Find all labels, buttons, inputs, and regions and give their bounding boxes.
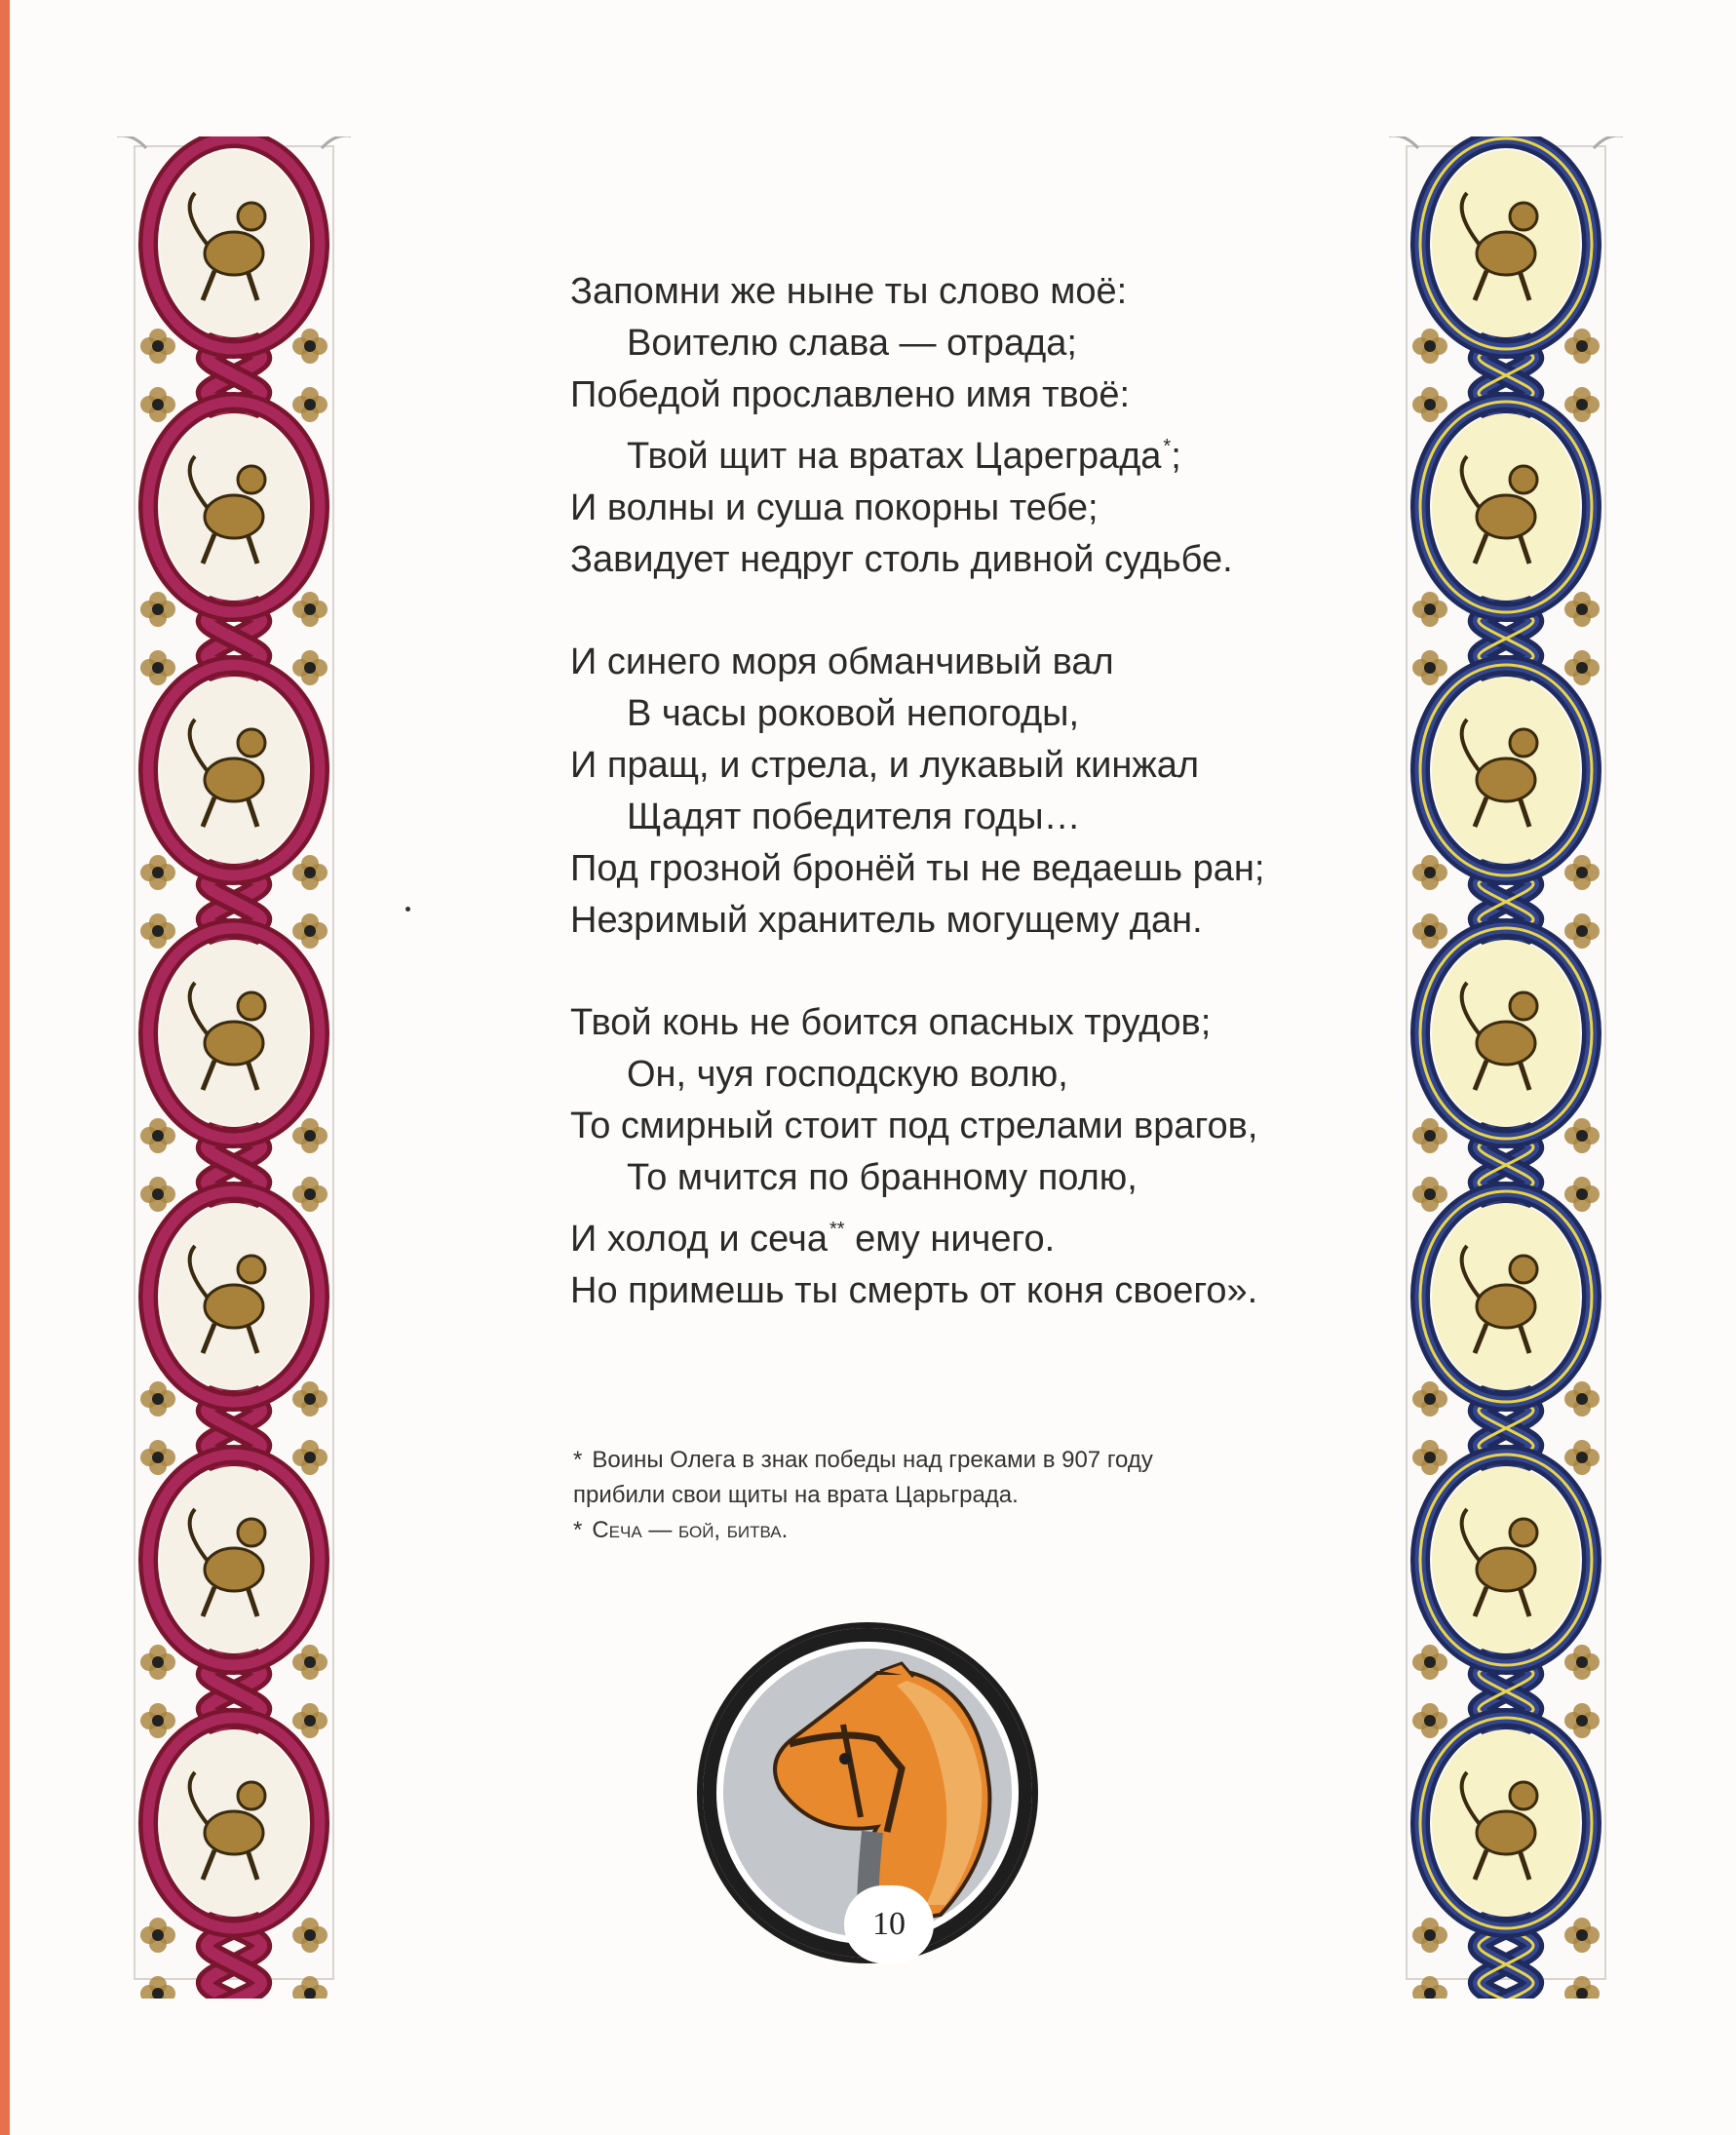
poem-line-tail: ему ничего. <box>844 1219 1056 1260</box>
griffin-icon <box>1420 928 1592 1139</box>
poem-line: Но примешь ты смерть от коня своего». <box>570 1270 1258 1311</box>
poem-line-text: Твой щит на вратах Цареграда <box>627 436 1162 477</box>
poem-line: Завидует недруг столь дивной судьбе. <box>570 539 1233 580</box>
lion-rampant-icon <box>148 1718 320 1928</box>
poem-line <box>570 1204 1370 1265</box>
footnotes <box>573 1443 1314 1548</box>
stanza <box>570 997 1370 1317</box>
footnote-star: * <box>573 1517 583 1543</box>
footnote-text: Сеча — бой, битва. <box>592 1517 789 1543</box>
ink-speck <box>405 907 410 912</box>
page-number: 10 <box>844 1885 934 1963</box>
footnote-text: Воины Олега в знак победы над греками в 907 году <box>592 1447 1153 1473</box>
winged-beast-icon <box>1420 1455 1592 1665</box>
poem-line: И волны и суша покорны тебе; <box>570 487 1099 528</box>
footnote-1-cont: прибили свои щиты на врата Царьграда. <box>573 1482 1019 1508</box>
book-spine-edge <box>0 0 10 2135</box>
poem-line: То мчится по бранному полю, <box>627 1157 1138 1198</box>
griffin-icon <box>148 928 320 1139</box>
stanza <box>570 637 1370 947</box>
poem-line <box>570 421 1370 483</box>
lion-icon <box>1420 665 1592 875</box>
poem-line: Победой прославлено имя твоё: <box>570 374 1131 415</box>
poem-line-text: И холод и сеча <box>570 1219 828 1260</box>
footnote-star: * <box>573 1447 583 1473</box>
poem-line: Твой конь не боится опасных трудов; <box>570 1002 1212 1043</box>
poem-line: И синего моря обманчивый вал <box>570 641 1114 682</box>
footnote-2 <box>573 1513 1314 1548</box>
stanza <box>570 266 1370 586</box>
poem-line: Под грозной бронёй ты не ведаешь ран; <box>570 848 1265 889</box>
ornament-right-svg <box>1389 136 1623 1999</box>
man-with-lyre-icon <box>1420 138 1592 349</box>
bird-with-fish-icon <box>1420 402 1592 612</box>
poem-line: Незримый хранитель могущему дан. <box>570 900 1203 941</box>
footnote-marker: ** <box>829 1219 845 1240</box>
ornament-left-svg <box>117 136 351 1999</box>
poem-line: Щадят победителя годы… <box>627 796 1081 837</box>
man-with-lyre-icon <box>148 138 320 349</box>
poem-line: И пращ, и стрела, и лукавый кинжал <box>570 745 1200 786</box>
ornamental-band-right <box>1389 136 1623 1999</box>
bird-with-fish-icon <box>148 402 320 612</box>
poem-line-tail: ; <box>1171 436 1181 477</box>
unicorn-icon <box>1420 1191 1592 1402</box>
poem-line: В часы роковой непогоды, <box>627 693 1080 734</box>
unicorn-icon <box>148 1191 320 1402</box>
lion-icon <box>148 665 320 875</box>
poem-line: Запомни же ныне ты слово моё: <box>570 271 1128 312</box>
eagle-icon <box>1420 1718 1592 1928</box>
poem-line: То смирный стоит под стрелами врагов, <box>570 1106 1258 1146</box>
poem-line: Воителю слава — отрада; <box>627 323 1077 364</box>
footnote-marker: * <box>1163 436 1172 457</box>
poem <box>570 266 1370 1368</box>
winged-beast-icon <box>148 1455 320 1665</box>
poem-line: Он, чуя господскую волю, <box>627 1054 1068 1095</box>
ornamental-band-left <box>117 136 351 1999</box>
footnote-1 <box>573 1443 1314 1478</box>
